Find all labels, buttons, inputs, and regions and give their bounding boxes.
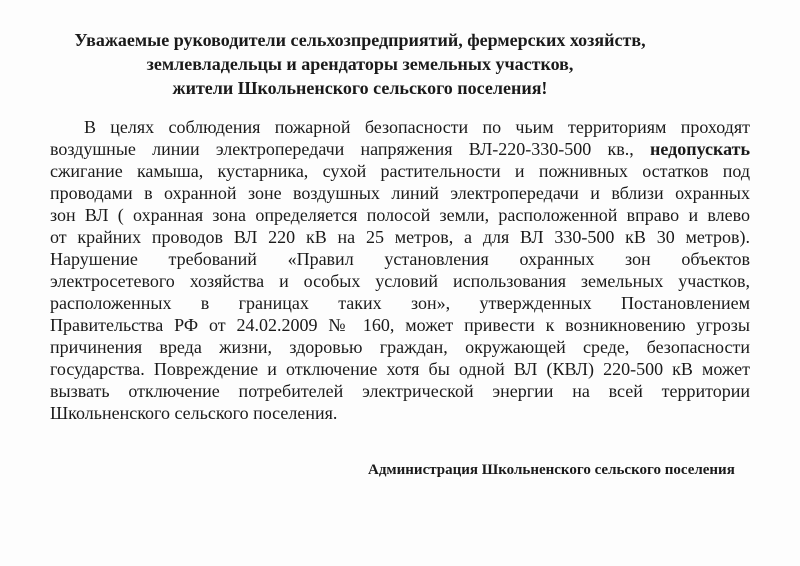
body-line-11: причинения вреда жизни, здоровью граждан, окружающей среде, безопасности <box>50 337 750 357</box>
body-line-2-text: воздушные линии электропередачи напряжения ВЛ-220-330-500 кв., <box>50 139 634 159</box>
heading-line-3: жители Школьненского сельского поселения! <box>172 78 548 98</box>
body-line-6: от крайних проводов ВЛ 220 кВ на 25 метров, а для ВЛ 330-500 кВ 30 метров). <box>50 227 750 247</box>
body-line-9: расположенных в границах таких зон», утвержденных Постановлением <box>50 293 750 313</box>
body-line-8: электросетевого хозяйства и особых условий использования земельных участков, <box>50 271 750 291</box>
body-line-13: вызвать отключение потребителей электрической энергии на всей территории <box>50 381 750 401</box>
signature: Администрация Школьненского сельского поселения <box>368 462 735 478</box>
body-line-5: зон ВЛ ( охранная зона определяется полосой земли, расположенной вправо и влево <box>50 205 750 225</box>
body-line-3: сжигание камыша, кустарника, сухой растительности и пожнивных остатков под <box>50 161 750 181</box>
body-line-14: Школьненского сельского поселения. <box>50 403 338 423</box>
body-line-7: Нарушение требований «Правил установления охранных зон объектов <box>50 249 750 269</box>
heading-line-1: Уважаемые руководители сельхозпредприятий, фермерских хозяйств, <box>74 30 646 50</box>
body-line-12: государства. Повреждение и отключение хотя бы одной ВЛ (КВЛ) 220-500 кВ может <box>50 359 750 379</box>
body-line-4: проводами в охранной зоне воздушных линий электропередачи и вблизи охранных <box>50 183 750 203</box>
document-heading <box>60 28 660 100</box>
document-body <box>50 116 750 424</box>
body-line-2 <box>50 138 750 160</box>
heading-line-2: землевладельцы и арендаторы земельных участков, <box>146 54 574 74</box>
body-line-10: Правительства РФ от 24.02.2009 № 160, может привести к возникновению угрозы <box>50 315 750 335</box>
body-line-1: В целях соблюдения пожарной безопасности по чьим территориям проходят <box>84 117 750 137</box>
emphasis-prohibit: недопускать <box>649 139 750 159</box>
